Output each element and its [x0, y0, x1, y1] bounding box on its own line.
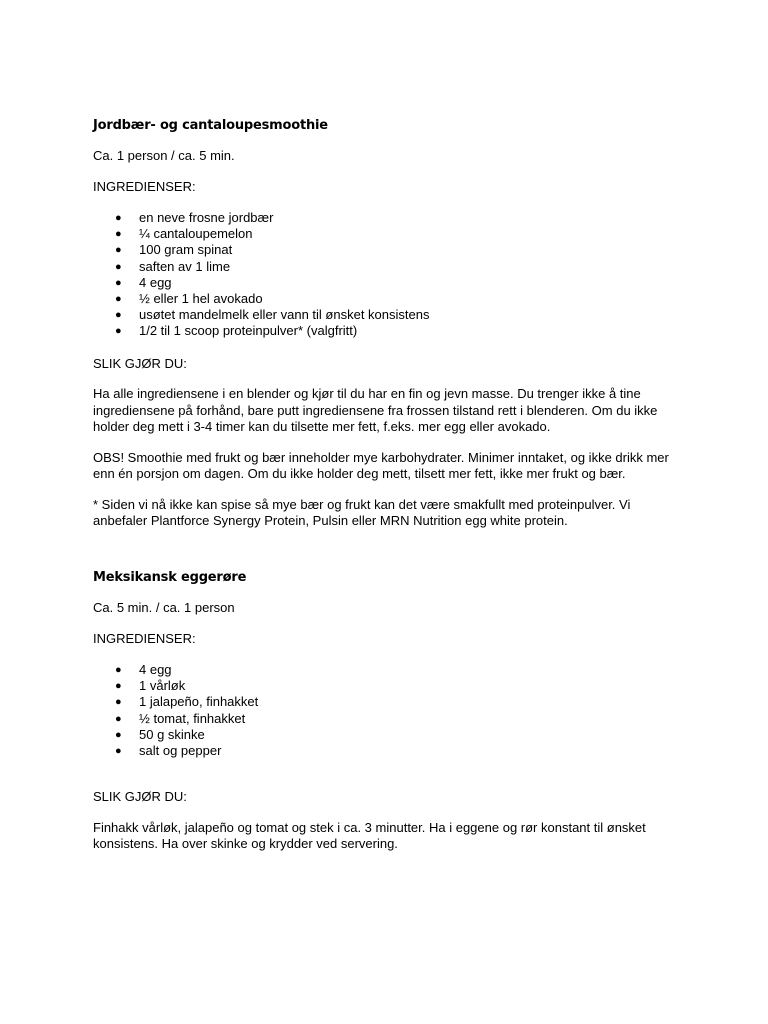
ingredient-item [93, 678, 683, 694]
recipe-smoothie [93, 118, 683, 530]
method-paragraph [93, 820, 683, 853]
ingredient-item [93, 694, 683, 710]
method-paragraph [93, 386, 683, 436]
ingredient-text: 1 jalapeño, finhakket [139, 694, 259, 710]
ingredients-heading: INGREDIENSER: [93, 630, 196, 646]
bullet-icon: ● [115, 309, 122, 322]
text-line: konsistens. Ha over skinke og krydder ved servering. [93, 836, 398, 852]
ingredient-item [93, 242, 683, 258]
ingredient-text: ¼ cantaloupemelon [139, 226, 253, 242]
ingredients-heading: INGREDIENSER: [93, 178, 196, 194]
bullet-icon: ● [115, 228, 122, 241]
ingredient-item [93, 743, 683, 759]
bullet-icon: ● [115, 325, 122, 338]
ingredient-list [93, 210, 683, 340]
ingredient-item [93, 727, 683, 743]
text-line: ingrediensene på forhånd, bare putt ingrediensene fra frossen tilstand rett i blenderen. Om du ikke [93, 402, 658, 418]
recipe-title: Jordbær- og cantaloupesmoothie [93, 118, 328, 133]
bullet-icon: ● [115, 712, 122, 725]
text-line: anbefaler Plantforce Synergy Protein, Pulsin eller MRN Nutrition egg white protein. [93, 513, 568, 528]
ingredient-text: 1/2 til 1 scoop proteinpulver* (valgfritt) [139, 323, 358, 339]
ingredient-text: saften av 1 lime [139, 258, 231, 274]
bullet-icon: ● [115, 292, 122, 305]
method-heading: SLIK GJØR DU: [93, 789, 187, 805]
bullet-icon: ● [115, 260, 122, 273]
ingredient-item [93, 323, 683, 339]
recipe-meta: Ca. 5 min. / ca. 1 person [93, 600, 235, 615]
ingredient-text: usøtet mandelmelk eller vann til ønsket konsistens [139, 307, 430, 323]
bullet-icon: ● [115, 276, 122, 289]
ingredient-list [93, 662, 683, 759]
bullet-icon: ● [115, 212, 122, 224]
ingredient-text: 1 vårløk [139, 678, 186, 694]
note-paragraph [93, 450, 683, 483]
bullet-icon: ● [115, 680, 122, 693]
footnote-paragraph [93, 497, 683, 530]
bullet-icon: ● [115, 664, 122, 676]
text-line: holder deg mett i 3-4 timer kan du tilsette mer fett, f.eks. mer egg eller avokado. [93, 419, 551, 434]
recipe-scrambled-eggs [93, 570, 683, 853]
text-line: Finhakk vårløk, jalapeño og tomat og stek i ca. 3 minutter. Ha i eggene og rør konstant til ønsket [93, 819, 646, 835]
ingredient-item [93, 226, 683, 242]
ingredient-text: ½ eller 1 hel avokado [139, 290, 263, 306]
ingredient-item [93, 662, 683, 678]
ingredient-item [93, 275, 683, 291]
ingredient-text: 4 egg [139, 274, 172, 290]
ingredient-text: 50 g skinke [139, 726, 205, 742]
text-line: Ha alle ingrediensene i en blender og kjør til du har en fin og jevn masse. Du trenger ikke å tine [93, 386, 641, 401]
ingredient-item [93, 711, 683, 727]
ingredient-text: ½ tomat, finhakket [139, 710, 246, 726]
bullet-icon: ● [115, 696, 122, 709]
ingredient-item [93, 307, 683, 323]
text-line: enn én porsjon om dagen. Om du ikke holder deg mett, tilsett mer fett, ikke mer frukt og bær. [93, 466, 626, 481]
bullet-icon: ● [115, 728, 122, 741]
bullet-icon: ● [115, 744, 122, 757]
ingredient-text: salt og pepper [139, 742, 222, 758]
bullet-icon: ● [115, 244, 122, 257]
ingredient-text: 100 gram spinat [139, 242, 233, 258]
recipe-title: Meksikansk eggerøre [93, 570, 247, 585]
ingredient-item [93, 210, 683, 226]
text-line: * Siden vi nå ikke kan spise så mye bær og frukt kan det være smakfullt med proteinpulver. Vi [93, 496, 631, 512]
recipe-meta: Ca. 1 person / ca. 5 min. [93, 148, 235, 163]
ingredient-text: 4 egg [139, 662, 172, 677]
method-heading: SLIK GJØR DU: [93, 355, 187, 371]
ingredient-text: en neve frosne jordbær [139, 210, 274, 225]
text-line: OBS! Smoothie med frukt og bær inneholder mye karbohydrater. Minimer inntaket, og ikke drikk mer [93, 449, 669, 465]
ingredient-item [93, 291, 683, 307]
ingredient-item [93, 259, 683, 275]
